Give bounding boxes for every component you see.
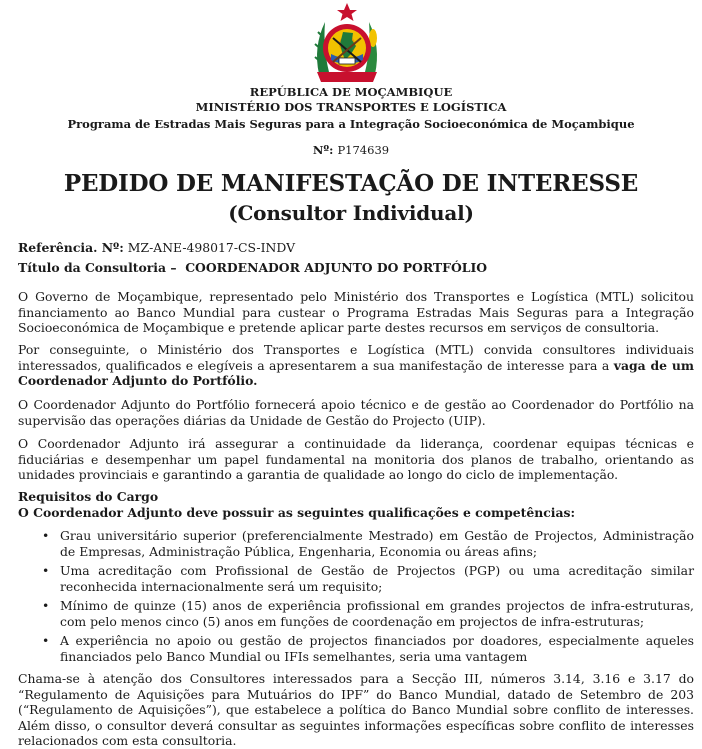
header-ministry: MINISTÉRIO DOS TRANSPORTES E LOGÍSTICA [195,100,507,114]
reference-value: MZ-ANE-498017-CS-INDV [127,240,296,255]
paragraph-conflict-of-interest: Chama-se à atenção dos Consultores interessados para a Secção III, números 3.14, 3.16 e 3.17 do “Regulamento de Aquisições para Mutuários do IPF” do Banco Mundial, datado de Setembro de 203 (“Regulamento de Aquisições”), que estabelece a política do Banco Mundial sobre conflito de interesses. Além disso, o consultor deverá consultar as seguintes informações específicas sobre conflito de interesses relacionados com esta consultoria. [18,671,694,748]
reference-label: Referência. Nº: [18,240,124,255]
list-item: • Mínimo de quinze (15) anos de experiência profissional em grandes projectos de infra-estruturas, com pelo menos cinco (5) anos em funções de coordenação em projectos de infra-estruturas; [38,598,694,629]
list-item: • A experiência no apoio ou gestão de projectos financiados por doadores, especialmente aqueles financiados pelo Banco Mundial ou IFIs semelhantes, seria uma vantagem [38,633,694,664]
list-item: • Uma acreditação com Profissional de Gestão de Projectos (PGP) ou uma acreditação similar reconhecida internacionalmente será um requisito; [38,563,694,594]
consultancy-value: COORDENADOR ADJUNTO DO PORTFÓLIO [185,260,488,275]
consultancy-title-line [18,260,694,277]
invitation-text: Por conseguinte, o Ministério dos Transportes e Logística (MTL) convida consultores individuais interessados, qualificados e elegíveis a apresentarem a sua manifestação de interesse para a [18,342,694,373]
paragraph-responsibilities: O Coordenador Adjunto irá assegurar a continuidade da liderança, coordenar equipas técnicas e fiduciárias e desempenhar um papel fundamental na monitoria dos planos de trabalho, orientando as unidades provinciais e garantindo a garantia de qualidade ao longo do ciclo de implementação. [18,436,694,482]
requirements-intro: O Coordenador Adjunto deve possuir as seguintes qualificações e competências: [18,505,576,520]
reference-line [18,240,694,257]
invitation-position: vaga de um Coordenador Adjunto do Portfólio. [18,357,694,388]
project-number [0,143,702,157]
document-subtitle: (Consultor Individual) [228,201,474,225]
project-number-value: P174639 [337,143,390,157]
requirements-heading: Requisitos do Cargo [18,489,159,504]
paragraph-invitation [18,342,694,389]
paragraph-intro: O Governo de Moçambique, representado pelo Ministério dos Transportes e Logística (MTL) solicitou financiamento ao Banco Mundial para custear o Programa Estradas Mais Seguras para a Integração Socioeconómica de Moçambique e pretende aplicar parte destes recursos em serviços de consultoria. [18,289,694,335]
document-title: PEDIDO DE MANIFESTAÇÃO DE INTERESSE [63,170,639,197]
header-program: Programa de Estradas Mais Seguras para a Integração Socioeconómica de Moçambique [67,117,635,131]
paragraph-role: O Coordenador Adjunto do Portfólio fornecerá apoio técnico e de gestão ao Coordenador do Portfólio na supervisão das operações diárias da Unidade de Gestão do Projecto (UIP). [18,397,694,428]
list-item: • Grau universitário superior (preferencialmente Mestrado) em Gestão de Projectos, Administração de Empresas, Administração Pública, Engenharia, Economia ou áreas afins; [38,528,694,559]
project-number-label: Nº: [312,143,334,157]
national-emblem-icon [309,2,385,86]
consultancy-label: Título da Consultoria – [18,260,177,275]
header-republic: REPÚBLICA DE MOÇAMBIQUE [249,85,453,99]
